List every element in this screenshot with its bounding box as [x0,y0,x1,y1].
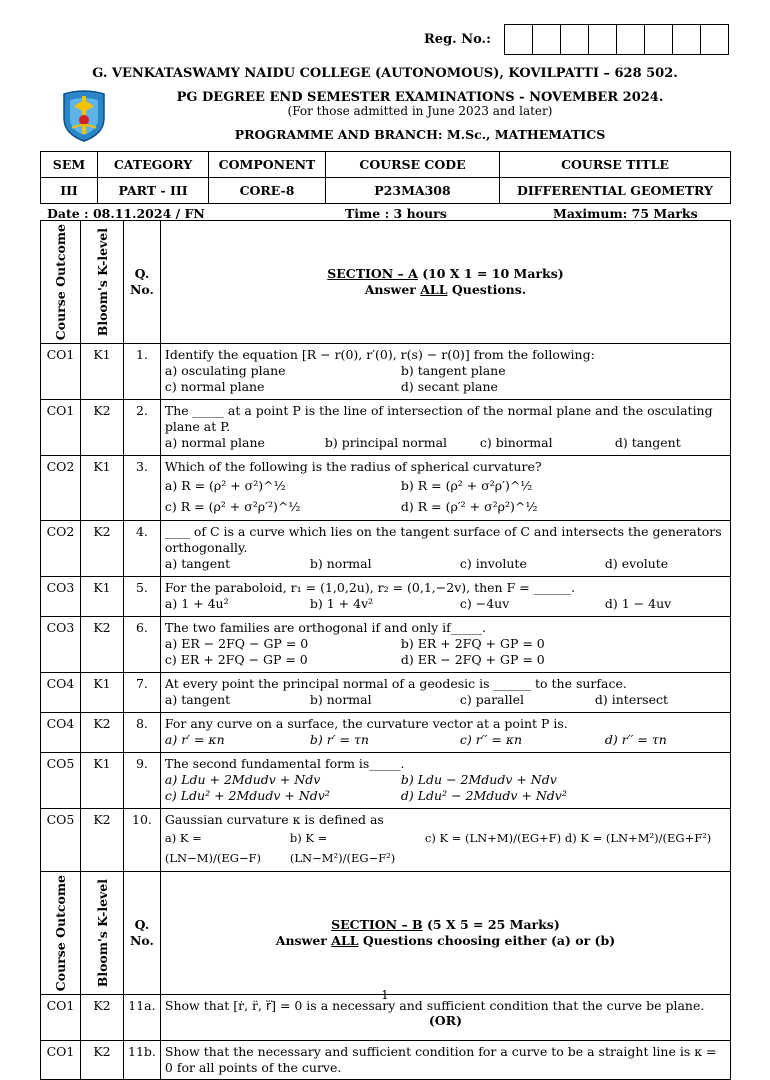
question-number: 6. [124,617,161,673]
option-b: b) K = (LN−M²)/(EG−F²) [289,831,396,866]
option-d: d) r′′ = τn [604,732,667,748]
exam-date: Date : 08.11.2024 / FN [47,206,205,221]
section-a-instruction: Answer ALL Questions. [364,282,527,298]
question-text: For any curve on a surface, the curvature vector at a point P is. [164,716,568,732]
question-row [41,617,731,673]
qno-header: Q. No. [124,872,161,995]
question-row [41,400,731,456]
question-text: Show that the necessary and sufficient condition for a curve to be a straight line is κ = 0 for all points of the curve. [164,1044,717,1076]
option-a: a) ER − 2FQ − GP = 0 [164,636,309,652]
section-a-title: SECTION – A (10 X 1 = 10 Marks) [327,266,564,282]
reg-no-boxes[interactable] [504,24,729,55]
college-logo-icon [60,88,108,142]
option-a: a) Ldu + 2Mdudv + Ndv [164,772,321,788]
option-c: c) −4uv [459,596,510,612]
k-level: K2 [81,521,124,577]
value-course-code: P23MA308 [326,178,500,204]
value-sem: III [41,178,98,204]
question-text: For the paraboloid, r₁ = (1,0,2u), r₂ = (0,1,−2v), then F = ______. [164,580,576,596]
course-outcome: CO2 [41,521,81,577]
question-row [41,1041,731,1080]
questions-table [40,220,731,1080]
header-category: CATEGORY [98,152,209,178]
option-b: b) Ldu − 2Mdudv + Ndv [400,772,557,788]
exam-title: PG DEGREE END SEMESTER EXAMINATIONS - NOVEMBER 2024. [176,90,664,105]
course-info-table [40,151,731,204]
course-outcome: CO1 [41,995,81,1041]
question-row [41,673,731,713]
k-level: K1 [81,344,124,400]
question-row [41,456,731,521]
section-a-header-row [41,221,731,344]
question-number: 3. [124,456,161,521]
k-level: K1 [81,673,124,713]
k-level: K1 [81,753,124,809]
option-d: d) secant plane [400,379,498,395]
k-level: K2 [81,995,124,1041]
or-separator: (OR) [428,1013,462,1029]
question-number: 11a. [124,995,161,1041]
option-a: a) tangent [164,692,231,708]
course-outcome: CO1 [41,400,81,456]
question-number: 10. [124,809,161,872]
option-b: b) r′ = τn [309,732,369,748]
page-number: 1 [381,988,389,1002]
course-outcome: CO1 [41,1041,81,1080]
value-course-title: DIFFERENTIAL GEOMETRY [500,178,731,204]
reg-no-label: Reg. No.: [424,32,491,47]
value-category: PART - III [98,178,209,204]
question-row [41,521,731,577]
section-b-instruction: Answer ALL Questions choosing either (a) or (b) [275,933,616,949]
course-outcome: CO5 [41,809,81,872]
option-c: c) R = (ρ² + σ²ρ′²)^½ [164,499,301,515]
header-course-code: COURSE CODE [326,152,500,178]
option-c: c) ER + 2FQ − GP = 0 [164,652,308,668]
qno-header: Q. No. [124,221,161,344]
question-number: 1. [124,344,161,400]
programme-branch: PROGRAMME AND BRANCH: M.Sc., MATHEMATICS [234,127,606,142]
option-a: a) r′ = κn [164,732,225,748]
question-number: 5. [124,577,161,617]
question-text: Identify the equation [R − r(0), r′(0), r(s) − r(0)] from the following: [164,347,595,363]
value-component: CORE-8 [209,178,326,204]
question-text: The second fundamental form is_____. [164,756,405,772]
blooms-header: Bloom's K-level [94,227,110,337]
course-outcome-header: Course Outcome [53,875,68,992]
option-d: d) ER − 2FQ + GP = 0 [400,652,545,668]
option-d: d) 1 − 4uv [604,596,672,612]
course-outcome: CO2 [41,456,81,521]
option-a: a) osculating plane [164,363,286,379]
option-c: c) K = (LN+M)/(EG+F) [424,831,562,846]
question-number: 9. [124,753,161,809]
option-c: c) binormal [479,435,553,451]
course-outcome: CO3 [41,617,81,673]
course-outcome: CO4 [41,713,81,753]
question-row [41,713,731,753]
option-b: b) normal [309,556,372,572]
option-a: a) normal plane [164,435,265,451]
question-row [41,753,731,809]
question-text: At every point the principal normal of a geodesic is ______ to the surface. [164,676,627,692]
question-number: 7. [124,673,161,713]
course-outcome: CO5 [41,753,81,809]
option-d: d) intersect [594,692,669,708]
course-outcome: CO1 [41,344,81,400]
option-b: b) principal normal [324,435,448,451]
k-level: K1 [81,577,124,617]
question-number: 11b. [124,1041,161,1080]
option-b: b) R = (ρ² + σ²ρ′)^½ [400,478,533,494]
admitted-note: (For those admitted in June 2023 and later) [287,104,553,118]
question-text: Which of the following is the radius of spherical curvature? [164,459,542,475]
option-a: a) R = (ρ² + σ²)^½ [164,478,286,494]
question-number: 4. [124,521,161,577]
k-level: K2 [81,400,124,456]
question-text: ____ of C is a curve which lies on the tangent surface of C and intersects the generators orthogonally. [164,524,722,556]
option-a: a) tangent [164,556,231,572]
k-level: K2 [81,809,124,872]
option-c: c) involute [459,556,527,572]
option-a: a) 1 + 4u² [164,596,229,612]
question-row [41,344,731,400]
question-number: 8. [124,713,161,753]
header-component: COMPONENT [209,152,326,178]
question-text: The two families are orthogonal if and only if_____. [164,620,487,636]
college-name: G. VENKATASWAMY NAIDU COLLEGE (AUTONOMOUS), KOVILPATTI – 628 502. [92,66,678,81]
option-d: d) evolute [604,556,669,572]
option-b: b) ER + 2FQ + GP = 0 [400,636,545,652]
question-text: The _____ at a point P is the line of intersection of the normal plane and the osculating plane at P. [164,403,713,435]
max-marks: Maximum: 75 Marks [553,206,698,221]
option-d: d) Ldu² − 2Mdudv + Ndv² [400,788,567,804]
exam-time: Time : 3 hours [345,206,447,221]
option-b: b) 1 + 4v² [309,596,374,612]
option-c: c) r′′ = κn [459,732,523,748]
section-b-header-row [41,872,731,995]
header-sem: SEM [41,152,98,178]
option-b: b) tangent plane [400,363,506,379]
option-d: d) tangent [614,435,681,451]
k-level: K2 [81,617,124,673]
k-level: K2 [81,1041,124,1080]
option-c: c) normal plane [164,379,265,395]
option-d: d) R = (ρ′² + σ²ρ²)^½ [400,499,538,515]
option-b: b) normal [309,692,372,708]
question-row [41,577,731,617]
header-course-title: COURSE TITLE [500,152,731,178]
k-level: K1 [81,456,124,521]
question-number: 2. [124,400,161,456]
section-b-title: SECTION – B (5 X 5 = 25 Marks) [331,917,560,933]
course-info-header-row [41,152,731,178]
question-text: Show that [ṙ, r̈, r⃛] = 0 is a necessary and sufficient condition that the curve be plane. [164,998,705,1014]
option-c: c) Ldu² + 2Mdudv + Ndv² [164,788,330,804]
option-a: a) K = (LN−M)/(EG−F) [164,831,262,866]
option-d: d) K = (LN+M²)/(EG+F²) [564,831,712,846]
course-outcome: CO4 [41,673,81,713]
question-row [41,809,731,872]
question-text: Gaussian curvature κ is defined as [164,812,384,828]
option-c: c) parallel [459,692,525,708]
course-outcome-header: Course Outcome [53,224,68,341]
course-outcome: CO3 [41,577,81,617]
k-level: K2 [81,713,124,753]
blooms-header: Bloom's K-level [94,879,110,988]
course-info-value-row [41,178,731,204]
